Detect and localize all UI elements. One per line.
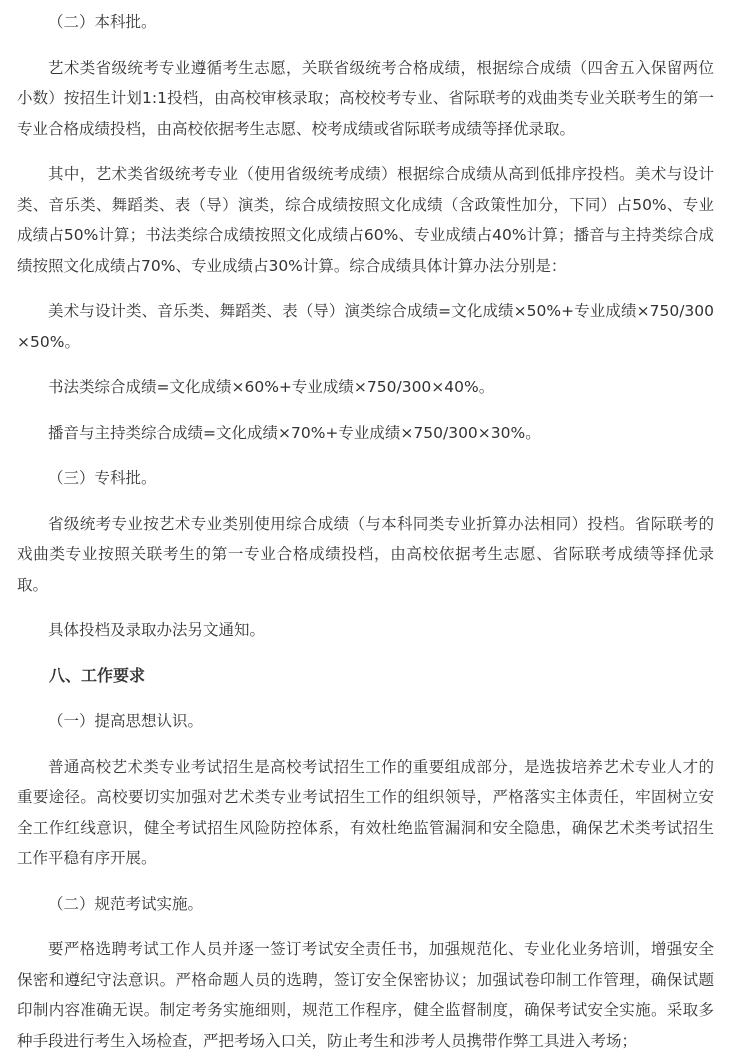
section-title-awareness: （一）提高思想认识。 [48,712,204,730]
article-body [17,0,714,1056]
heading-work-requirements: 八、工作要求 [49,665,146,685]
section-title-standardize-exam: （二）规范考试实施。 [48,894,204,913]
paragraph-score-weights: 其中，艺术类省级统考专业（使用省级统考成绩）根据综合成绩从高到低排序投档。美术与设计类、音乐类、舞蹈类、表（导）演类，综合成绩按照文化成绩（含政策性加分，下同）占50%、专业成绩占50%计算；书法类综合成绩按照文化成绩占60%、专业成绩占40%计算；播音与主持类综合成绩按照文化成绩占70%、专业成绩占30%计算。综合成绩具体计算办法分别是： [17,165,714,275]
formula-art-music-dance: 美术与设计类、音乐类、舞蹈类、表（导）演类综合成绩=文化成绩×50%+专业成绩×750/300×50%。 [17,302,714,351]
paragraph-undergraduate-rules: 艺术类省级统考专业遵循考生志愿，关联省级统考合格成绩，根据综合成绩（四舍五入保留两位小数）按招生计划1:1投档，由高校审核录取；高校校考专业、省际联考的戏曲类专业关联考生的第一专业合格成绩投档，由高校依据考生志愿、校考成绩或省际联考成绩等择优录取。 [17,58,714,138]
paragraph-junior-college-rules: 省级统考专业按艺术专业类别使用综合成绩（与本科同类专业折算办法相同）投档。省际联考的戏曲类专业按照关联考生的第一专业合格成绩投档，由高校依据考生志愿、省际联考成绩等择优录取。 [17,514,714,594]
paragraph-notice: 具体投档及录取办法另文通知。 [48,621,266,639]
formula-calligraphy: 书法类综合成绩=文化成绩×60%+专业成绩×750/300×40%。 [48,378,495,396]
paragraph-standardize-exam: 要严格选聘考试工作人员并逐一签订考试安全责任书，加强规范化、专业化业务培训，增强安全保密和遵纪守法意识。严格命题人员的选聘，签订安全保密协议；加强试卷印制工作管理，确保试题印制内容准确无误。制定考务实施细则，规范工作程序，健全监督制度，确保考试安全实施。采取多种手段进行考生入场检查，严把考场入口关，防止考生和涉考人员携带作弊工具进入考场； [17,940,714,1050]
formula-broadcasting: 播音与主持类综合成绩=文化成绩×70%+专业成绩×750/300×30%。 [48,423,541,442]
section-title-junior-college: （三）专科批。 [48,469,157,487]
paragraph-awareness: 普通高校艺术类专业考试招生是高校考试招生工作的重要组成部分，是选拔培养艺术专业人才的重要途径。高校要切实加强对艺术类专业考试招生工作的组织领导，严格落实主体责任，牢固树立安全工作红线意识，健全考试招生风险防控体系，有效杜绝监管漏洞和安全隐患，确保艺术类考试招生工作平稳有序开展。 [17,757,714,867]
section-title-undergraduate: （二）本科批。 [48,13,157,31]
